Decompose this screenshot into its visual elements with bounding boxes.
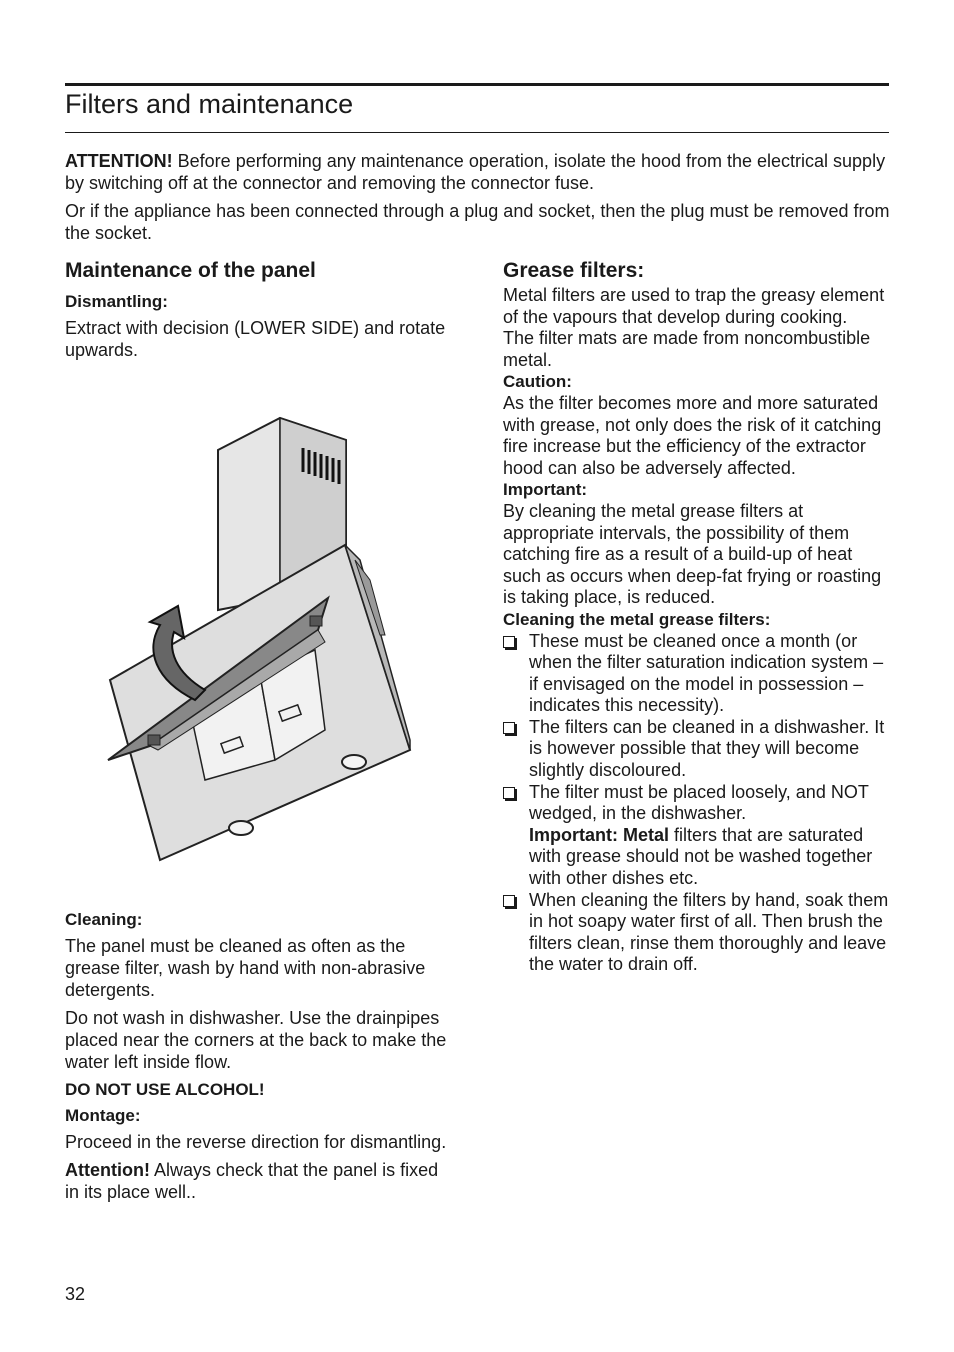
grease-filters-column	[503, 257, 895, 976]
hood-panel-illustration	[100, 410, 420, 870]
checkbox-bullet-icon	[503, 895, 515, 907]
list-item-text: These must be cleaned once a month (or when the filter saturation indication system – if envisaged on the model in possession – indicates this necessity).	[529, 630, 884, 716]
no-alcohol-warning: DO NOT USE ALCOHOL!	[65, 1080, 265, 1099]
list-item	[503, 717, 895, 782]
list-item-important: Important: Metal	[529, 824, 670, 845]
montage-text: Proceed in the reverse direction for dismantling.	[65, 1132, 447, 1152]
list-item-important-text: filters that are saturated with grease should not be washed together with other dishes etc.	[529, 824, 873, 889]
list-item	[503, 631, 895, 717]
caution-text: As the filter becomes more and more saturated with grease, not only does the risk of it catching fire increase but the efficiency of the extractor hood can also be adversely affected.	[503, 392, 882, 478]
page-number: 32	[65, 1284, 86, 1304]
title-underline	[65, 132, 889, 133]
checkbox-bullet-icon	[503, 787, 515, 799]
top-rule	[65, 83, 889, 86]
cleaning-checklist	[503, 631, 895, 977]
attention-label: ATTENTION!	[65, 151, 173, 171]
grease-intro-2: The filter mats are made from noncombustible metal.	[503, 328, 871, 370]
cleaning-label: Cleaning:	[65, 910, 143, 929]
grease-heading: Grease filters:	[503, 259, 645, 282]
cleaning-text-1: The panel must be cleaned as often as the grease filter, wash by hand with non-abrasive detergents.	[65, 936, 426, 1000]
cleaning-filters-label: Cleaning the metal grease filters:	[503, 609, 771, 629]
list-item-text: The filter must be placed loosely, and NOT wedged, in the dishwasher.	[529, 781, 869, 824]
checkbox-bullet-icon	[503, 636, 515, 648]
panel-attention-label: Attention!	[65, 1160, 150, 1180]
page-title: Filters and maintenance	[65, 89, 354, 119]
montage-label: Montage:	[65, 1106, 141, 1125]
dismantling-text: Extract with decision (LOWER SIDE) and rotate upwards.	[65, 318, 446, 360]
list-item	[503, 782, 895, 890]
panel-attention-text: Always check that the panel is fixed in its place well..	[65, 1160, 439, 1202]
grease-intro-1: Metal filters are used to trap the greasy element of the vapours that develop during cooking.	[503, 285, 885, 327]
attention-paragraph	[65, 150, 895, 194]
panel-column	[65, 257, 450, 367]
panel-heading: Maintenance of the panel	[65, 259, 316, 282]
list-item-text: The filters can be cleaned in a dishwasher. It is however possible that they will become slightly discoloured.	[529, 716, 885, 781]
attention-text: Before performing any maintenance operation, isolate the hood from the electrical supply by switching off at the connector and removing the connector fuse.	[65, 151, 886, 193]
panel-cleaning-section	[65, 909, 450, 1209]
important-label: Important:	[503, 480, 588, 500]
important-text: By cleaning the metal grease filters at appropriate intervals, the possibility of them catching fire as a result of a build-up of heat such as occurs when deep-fat frying or roasting is taking place, is reduced.	[503, 500, 882, 608]
cleaning-text-2: Do not wash in dishwasher. Use the drainpipes placed near the corners at the back to make the water left inside flow.	[65, 1008, 447, 1072]
caution-label: Caution:	[503, 372, 572, 392]
list-item-text: When cleaning the filters by hand, soak them in hot soapy water first of all. Then brush the filters clean, rinse them thoroughly and leave the water to drain off.	[529, 889, 889, 975]
panel-attention-paragraph	[65, 1159, 450, 1203]
plug-paragraph: Or if the appliance has been connected through a plug and socket, then the plug must be removed from the socket.	[65, 201, 890, 243]
dismantling-label: Dismantling:	[65, 292, 168, 311]
checkbox-bullet-icon	[503, 722, 515, 734]
intro-section	[65, 150, 895, 250]
list-item	[503, 890, 895, 976]
